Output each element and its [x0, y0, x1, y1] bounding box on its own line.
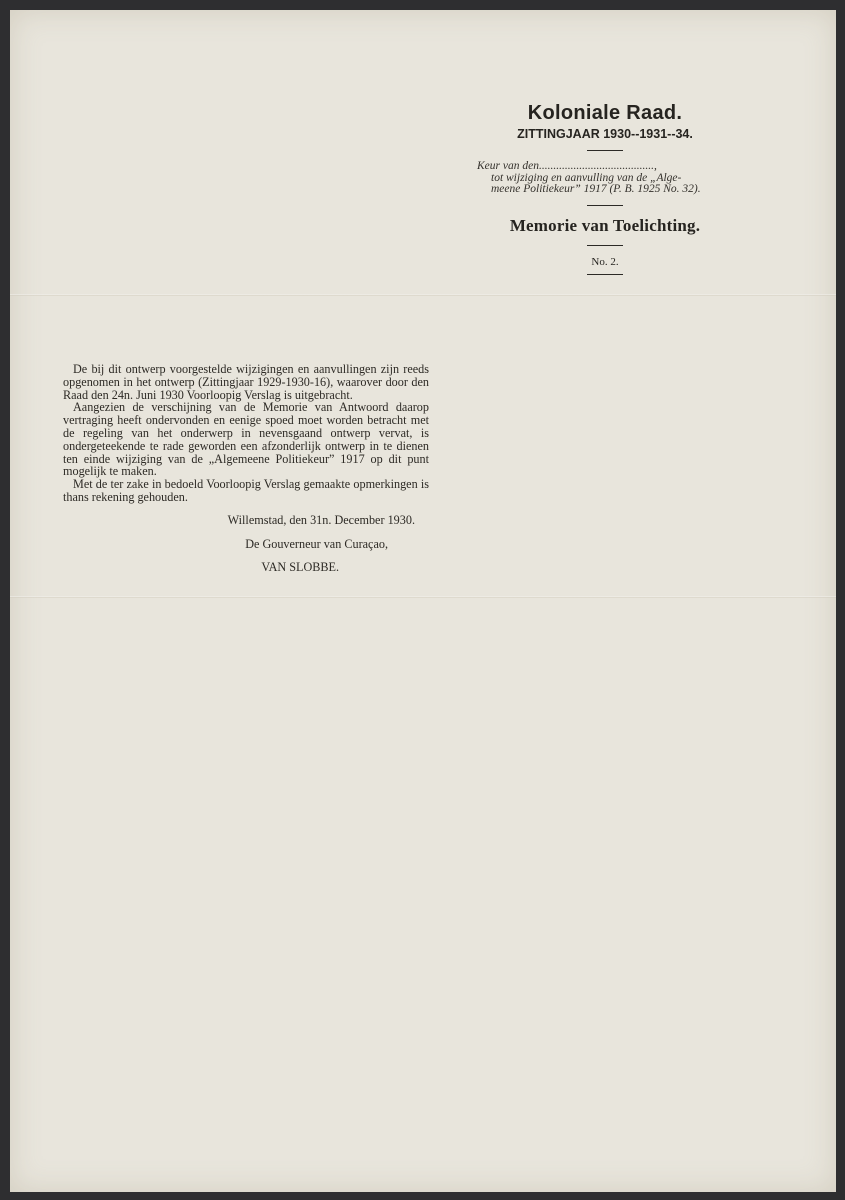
place-date: Willemstad, den 31n. December 1930.: [227, 512, 415, 527]
document-page: [10, 10, 836, 1192]
paper-fold-line: [10, 596, 836, 598]
signatory-name: VAN SLOBBE.: [261, 560, 339, 575]
keur-line: meene Politiekeur” 1917 (P. B. 1925 No. 32).: [491, 183, 701, 195]
divider: [587, 274, 623, 275]
divider: [587, 150, 623, 151]
keur-line: Keur van den........................................,: [477, 160, 657, 172]
signatory-title: De Gouverneur van Curaçao,: [245, 536, 388, 551]
keur-line: tot wijziging en aanvulling van de „Alge-: [491, 171, 682, 184]
ordinance-description: [465, 161, 745, 196]
session-year: ZITTINGJAAR 1930--1931--34.: [517, 127, 693, 141]
divider: [587, 245, 623, 246]
explanatory-text: [63, 363, 429, 585]
paper-fold-line: [10, 294, 836, 296]
document-type-heading: Memorie van Toelichting.: [509, 215, 701, 235]
document-number: No. 2.: [591, 255, 619, 268]
signature-block: [63, 514, 429, 574]
divider: [587, 205, 623, 206]
paragraph: Met de ter zake in bedoeld Voorloopig Verslag gemaakte opmerkingen is thans rekening gehouden.: [63, 477, 429, 504]
council-title: Koloniale Raad.: [527, 102, 683, 124]
document-header: [465, 102, 745, 285]
paragraph: De bij dit ontwerp voorgestelde wijzigingen en aanvullingen zijn reeds opgenomen in het ontwerp (Zittingjaar 1929-1930-16), waarover door den Raad den 24n. Juni 1930 Voorloopig Verslag is uitgebracht.: [63, 362, 429, 402]
paragraph: Aangezien de verschijning van de Memorie van Antwoord daarop vertraging heeft ondervonden en eenige spoed moet worden betracht met de regeling van het onderwerp in nevensgaand ontwerp vervat, is ondergeteekende te rade geworden een afzonderlijk ontwerp in te dienen ten einde wijziging van de „Algemeene Politiekeur” 1917 op dit punt mogelijk te maken.: [63, 400, 429, 479]
